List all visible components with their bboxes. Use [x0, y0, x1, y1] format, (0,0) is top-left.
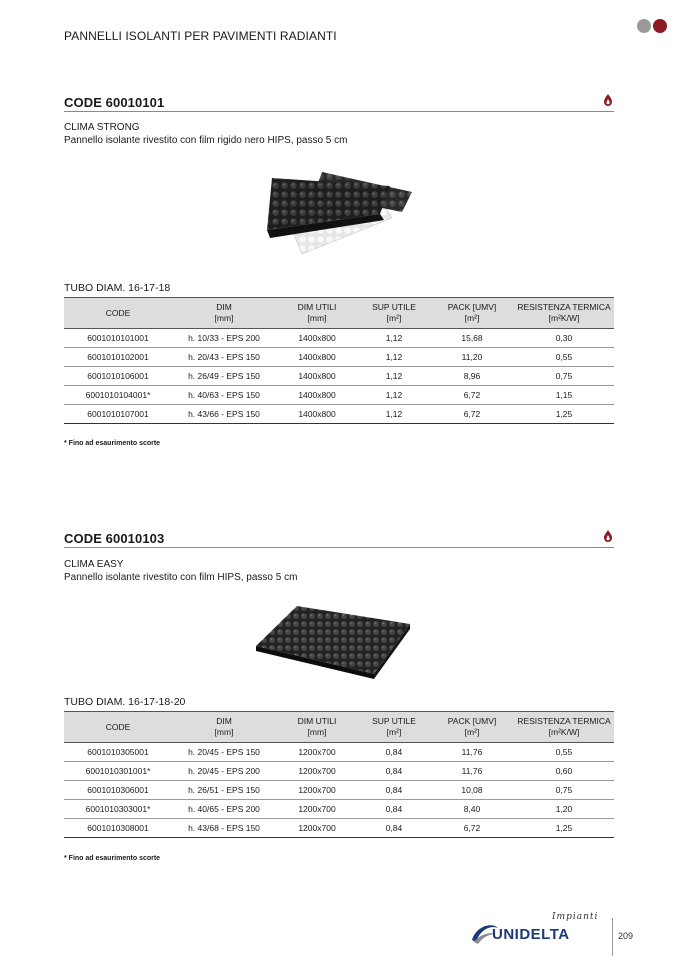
section-1-tubo: TUBO DIAM. 16-17-18 [64, 282, 171, 294]
cell-sup-utile: 0,84 [358, 743, 430, 762]
cell-pack: 11,76 [430, 743, 514, 762]
cell-dim-utili: 1200x700 [276, 800, 358, 819]
logo-script-text: Impianti [552, 912, 599, 922]
section-2-spec-table [64, 711, 614, 838]
column-header: RESISTENZA TERMICA [m²K/W] [514, 298, 614, 329]
section-2-divider [64, 547, 614, 548]
cell-sup-utile: 0,84 [358, 800, 430, 819]
cell-dim: h. 20/43 - EPS 150 [172, 348, 276, 367]
section-2-code: CODE 60010103 [64, 531, 165, 546]
table-row [64, 348, 614, 367]
cell-dim: h. 20/45 - EPS 200 [172, 762, 276, 781]
flame-drop-icon [603, 94, 613, 106]
cell-dim-utili: 1200x700 [276, 819, 358, 838]
cell-dim-utili: 1400x800 [276, 329, 358, 348]
column-header: SUP UTILE [m²] [358, 298, 430, 329]
page-number-divider [612, 918, 613, 956]
column-header: SUP UTILE [m²] [358, 712, 430, 743]
cell-dim: h. 20/45 - EPS 150 [172, 743, 276, 762]
section-2-tubo: TUBO DIAM. 16-17-18-20 [64, 696, 186, 708]
cell-code: 6001010101001 [64, 329, 172, 348]
table-row [64, 781, 614, 800]
gray-circle-icon [637, 19, 651, 33]
cell-sup-utile: 0,84 [358, 781, 430, 800]
cell-resistenza: 1,25 [514, 819, 614, 838]
cell-dim: h. 40/65 - EPS 200 [172, 800, 276, 819]
clima-strong-panel-image [262, 172, 412, 258]
cell-pack: 6,72 [430, 405, 514, 424]
cell-code: 6001010306001 [64, 781, 172, 800]
column-header: DIM [mm] [172, 298, 276, 329]
column-header: PACK [UMV] [m²] [430, 298, 514, 329]
cell-resistenza: 1,20 [514, 800, 614, 819]
cell-dim-utili: 1200x700 [276, 762, 358, 781]
cell-pack: 15,68 [430, 329, 514, 348]
cell-code: 6001010106001 [64, 367, 172, 386]
column-header: DIM UTILI [mm] [276, 298, 358, 329]
table-header-row [64, 298, 614, 329]
table-row [64, 405, 614, 424]
column-header: CODE [64, 298, 172, 329]
cell-pack: 11,76 [430, 762, 514, 781]
section-1-code: CODE 60010101 [64, 95, 165, 110]
cell-resistenza: 1,25 [514, 405, 614, 424]
cell-dim-utili: 1200x700 [276, 781, 358, 800]
column-header: DIM [mm] [172, 712, 276, 743]
cell-sup-utile: 1,12 [358, 367, 430, 386]
page-number: 209 [618, 931, 634, 941]
cell-dim-utili: 1400x800 [276, 386, 358, 405]
cell-resistenza: 0,75 [514, 367, 614, 386]
cell-dim: h. 43/66 - EPS 150 [172, 405, 276, 424]
cell-code: 6001010107001 [64, 405, 172, 424]
section-1-divider [64, 111, 614, 112]
table-row [64, 386, 614, 405]
table-row [64, 743, 614, 762]
column-header: RESISTENZA TERMICA [m²K/W] [514, 712, 614, 743]
cell-dim: h. 26/51 - EPS 150 [172, 781, 276, 800]
cell-pack: 8,40 [430, 800, 514, 819]
page-header-title: PANNELLI ISOLANTI PER PAVIMENTI RADIANTI [64, 29, 337, 43]
table-row [64, 762, 614, 781]
cell-resistenza: 0,30 [514, 329, 614, 348]
section-2-product-name: CLIMA EASY [64, 559, 124, 570]
cell-resistenza: 0,75 [514, 781, 614, 800]
cell-pack: 6,72 [430, 386, 514, 405]
cell-code: 6001010104001* [64, 386, 172, 405]
cell-dim-utili: 1400x800 [276, 367, 358, 386]
cell-sup-utile: 1,12 [358, 405, 430, 424]
red-circle-icon [653, 19, 667, 33]
section-2-footnote: * Fino ad esaurimento scorte [64, 855, 161, 862]
table-row [64, 800, 614, 819]
cell-dim: h. 43/68 - EPS 150 [172, 819, 276, 838]
cell-pack: 8,96 [430, 367, 514, 386]
section-1-product-name: CLIMA STRONG [64, 122, 140, 133]
section-2-description: Pannello isolante rivestito con film HIPS, passo 5 cm [64, 572, 298, 583]
cell-sup-utile: 1,12 [358, 386, 430, 405]
logo-wordmark: UNIDELTA [492, 926, 570, 943]
cell-resistenza: 0,55 [514, 743, 614, 762]
table-header-row [64, 712, 614, 743]
column-header: PACK [UMV] [m²] [430, 712, 514, 743]
cell-code: 6001010301001* [64, 762, 172, 781]
cell-dim: h. 40/63 - EPS 150 [172, 386, 276, 405]
section-1-spec-table [64, 297, 614, 424]
table-row [64, 329, 614, 348]
table-row [64, 819, 614, 838]
clima-easy-panel-image [252, 604, 412, 680]
cell-code: 6001010102001 [64, 348, 172, 367]
cell-code: 6001010308001 [64, 819, 172, 838]
cell-dim-utili: 1200x700 [276, 743, 358, 762]
cell-sup-utile: 0,84 [358, 762, 430, 781]
cell-dim-utili: 1400x800 [276, 405, 358, 424]
unidelta-logo [470, 912, 610, 948]
cell-pack: 10,08 [430, 781, 514, 800]
column-header: CODE [64, 712, 172, 743]
column-header: DIM UTILI [mm] [276, 712, 358, 743]
section-1-description: Pannello isolante rivestito con film rigido nero HIPS, passo 5 cm [64, 135, 348, 146]
cell-dim: h. 26/49 - EPS 150 [172, 367, 276, 386]
table-row [64, 367, 614, 386]
cell-sup-utile: 1,12 [358, 348, 430, 367]
cell-sup-utile: 0,84 [358, 819, 430, 838]
header-dots [637, 19, 667, 37]
flame-drop-icon [603, 530, 613, 542]
cell-sup-utile: 1,12 [358, 329, 430, 348]
section-1-footnote: * Fino ad esaurimento scorte [64, 440, 161, 447]
cell-code: 6001010303001* [64, 800, 172, 819]
cell-pack: 11,20 [430, 348, 514, 367]
cell-dim: h. 10/33 - EPS 200 [172, 329, 276, 348]
cell-resistenza: 0,60 [514, 762, 614, 781]
cell-dim-utili: 1400x800 [276, 348, 358, 367]
cell-resistenza: 1,15 [514, 386, 614, 405]
cell-resistenza: 0,55 [514, 348, 614, 367]
cell-pack: 6,72 [430, 819, 514, 838]
cell-code: 6001010305001 [64, 743, 172, 762]
